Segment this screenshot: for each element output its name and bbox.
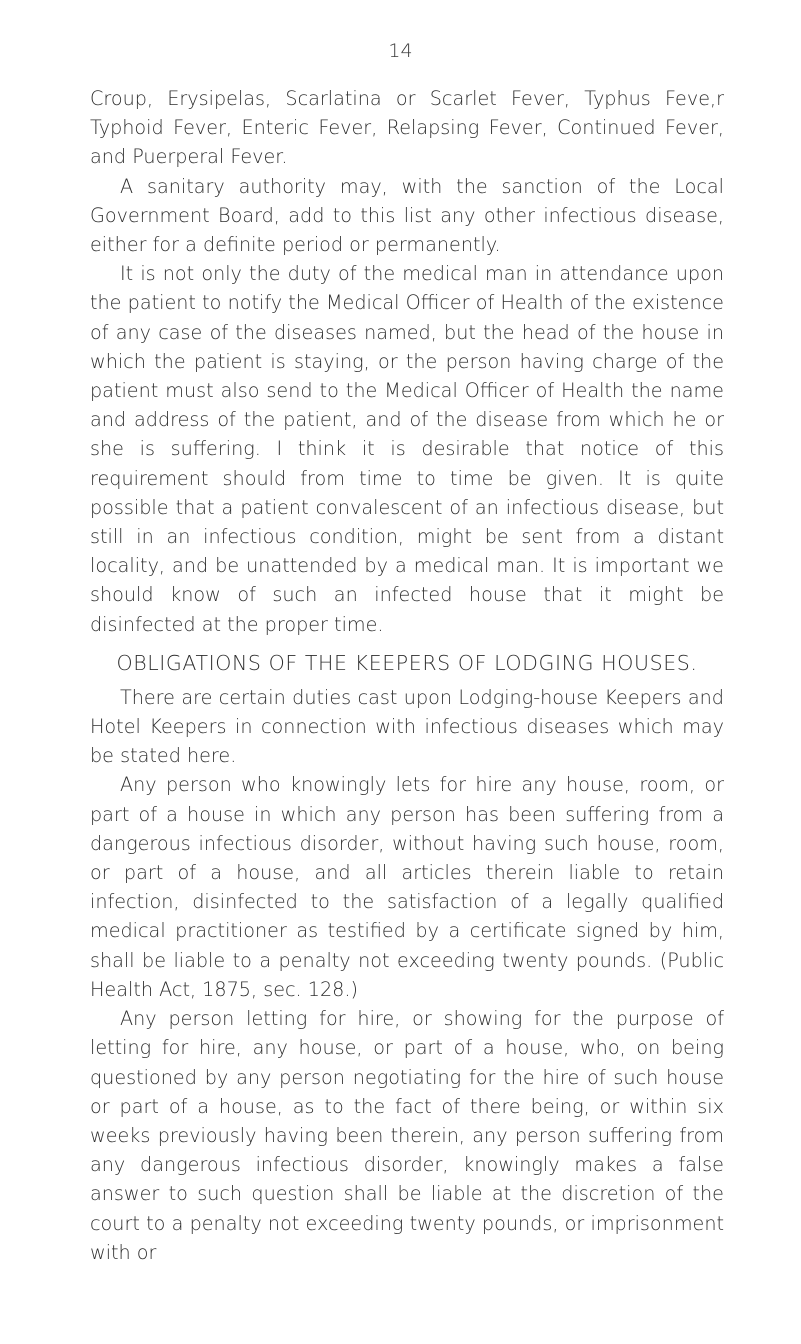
paragraph-letting-penalty: Any person who knowingly lets for hire any house, room, or part of a house in which any person has been suffering from a dangerous infectious disorder, without having such house, room, or part of a house, and all articles therein liable to retain infection, disinfected to the satisfaction of a legally qualified medical practitioner as testified by a certificate signed by him, shall be liable to a penalty not exceeding twenty pounds. (Public Health Act, 1875, sec. 128.) bbox=[90, 773, 724, 1001]
section-heading: OBLIGATIONS OF THE KEEPERS OF LODGING HOUSES. bbox=[116, 650, 698, 675]
paragraph-sanitary-authority: A sanitary authority may, with the sanction of the Local Government Board, add to this list any other infectious disease, either for a definite period or permanently. bbox=[90, 174, 724, 257]
paragraph-keepers-duties: There are certain duties cast upon Lodging-house Keepers and Hotel Keepers in connection with infectious diseases which may be stated here. bbox=[90, 685, 724, 768]
paragraph-notification-duty: It is not only the duty of the medical man in attendance upon the patient to notify the Medical Officer of Health of the existence of any case of the diseases named, but the head of the house in which the patient is staying, or the person having charge of the patient must also send to the Medical Officer of Health the name and address of the patient, and of the disease from which he or she is suffering. I think it is desirable that notice of this requirement should from time to time be given. It is quite possible that a patient convalescent of an infectious disease, but still in an infectious condition, might be sent from a distant locality, and be unattended by a medical man. It is important we should know of such an infected house that it might be disinfected at the proper time. bbox=[90, 262, 724, 636]
page-number: 14 bbox=[388, 40, 413, 62]
paragraph-disease-list: Croup, Erysipelas, Scarlatina or Scarlet Fever, Typhus Feve,r Typhoid Fever, Enteric Fever, Relapsing Fever, Continued Fever, and Puerperal Fever. bbox=[90, 87, 724, 169]
page-body bbox=[90, 84, 724, 1267]
paragraph-false-answer: Any person letting for hire, or showing for the purpose of letting for hire, any house, or part of a house, who, on being questioned by any person negotiating for the hire of such house or part of a house, as to the fact of there being, or within six weeks previously having been therein, any person suffering from any dangerous infectious disorder, knowingly makes a false answer to such question shall be liable at the discretion of the court to a penalty not exceeding twenty pounds, or imprisonment with or bbox=[90, 1007, 724, 1264]
